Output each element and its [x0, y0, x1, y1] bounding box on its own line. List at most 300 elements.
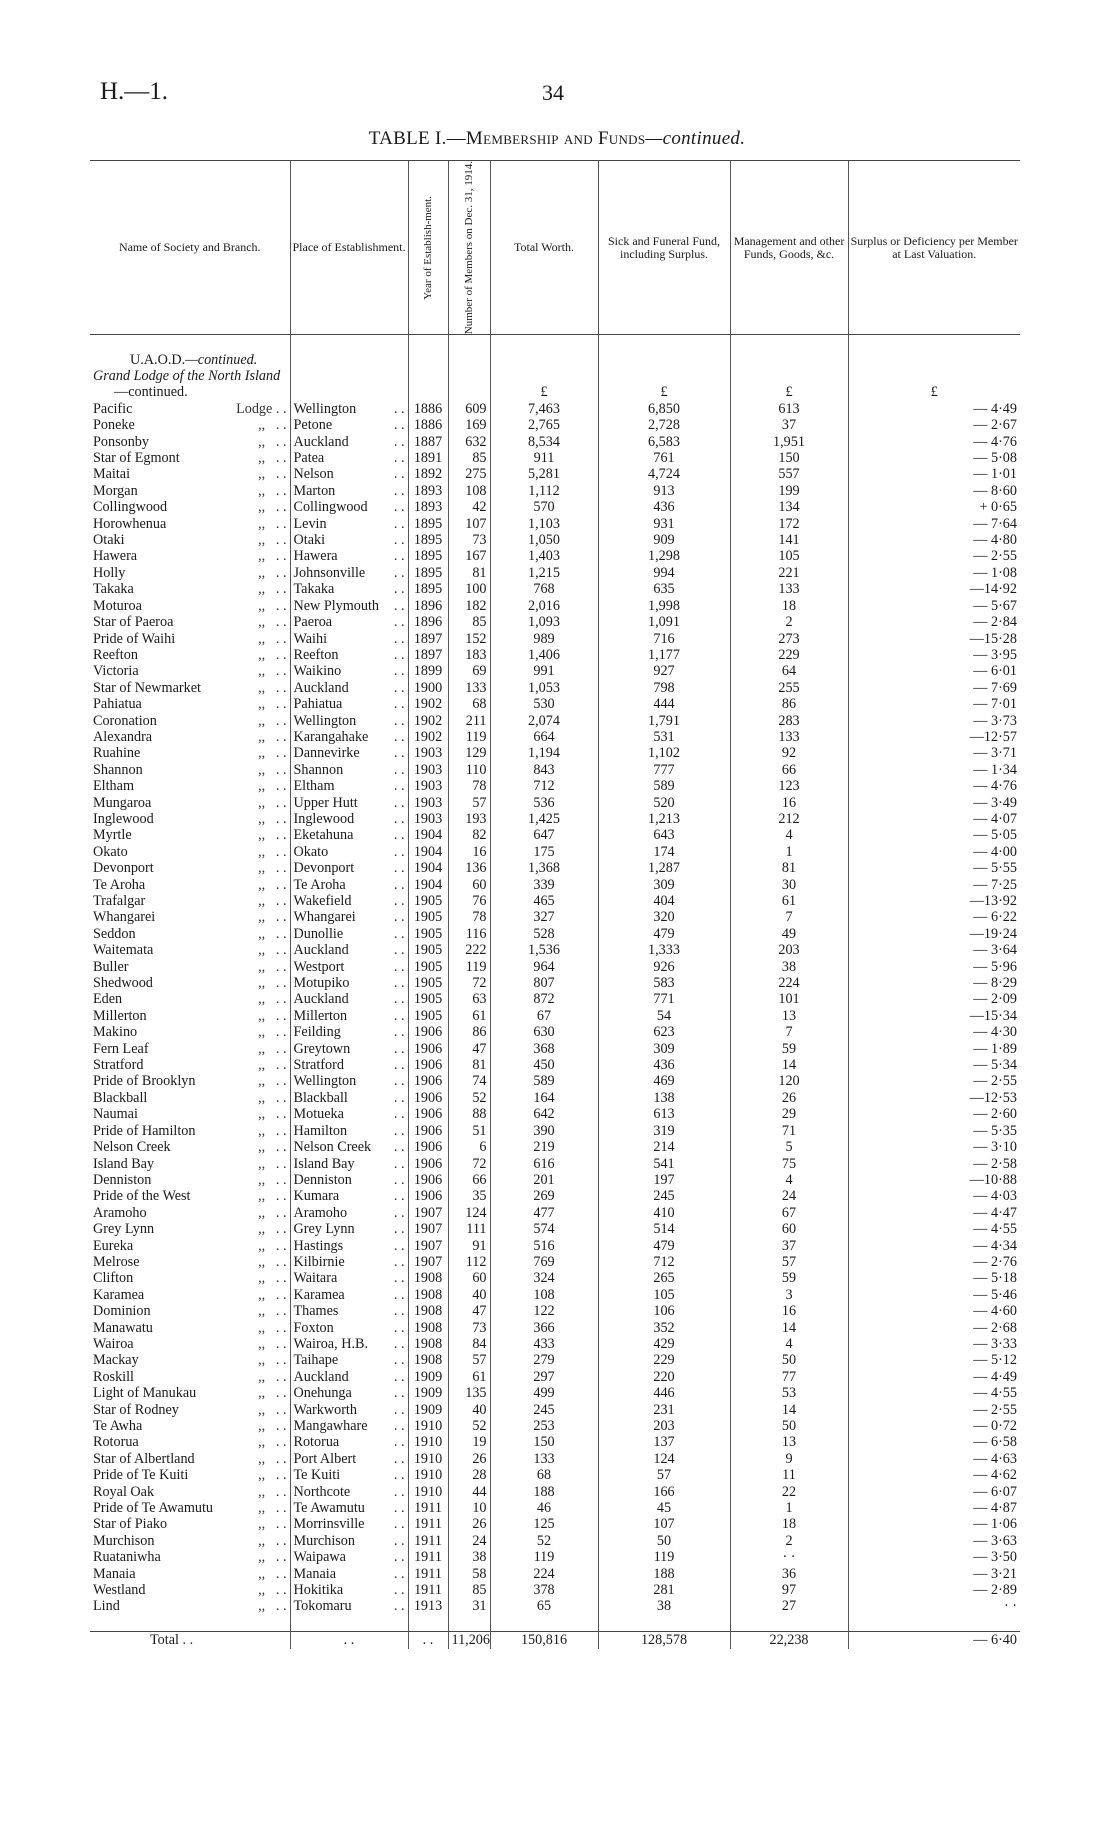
sick-fund-cell [598, 893, 730, 909]
dots: . . [275, 1467, 287, 1484]
place: Waikino [293, 663, 342, 680]
surplus-cell [848, 1156, 1020, 1172]
mgmt-fund: 1 [785, 843, 793, 860]
members: 110 [465, 761, 487, 778]
branch-name: Waitemata [93, 942, 154, 959]
surplus-cell [848, 1500, 1020, 1516]
sick-fund: 6,583 [648, 433, 680, 450]
ditto: ,, [258, 761, 266, 778]
place-cell [290, 1188, 408, 1204]
total-sick: 128,578 [598, 1632, 730, 1649]
branch-name: Murchison [93, 1532, 155, 1549]
members: 182 [465, 597, 487, 614]
branch-name-cell [90, 401, 290, 417]
place-cell [290, 1156, 408, 1172]
place-dots: . . [393, 1483, 405, 1500]
mgmt-fund-cell [730, 1188, 848, 1204]
ditto: ,, [258, 1286, 266, 1303]
column-header-row [90, 161, 1020, 335]
year: 1911 [414, 1532, 442, 1549]
surplus-cell [848, 1484, 1020, 1500]
total-worth: 477 [533, 1204, 555, 1221]
sick-fund-cell [598, 975, 730, 991]
mgmt-fund: 50 [781, 1418, 797, 1435]
place: Waipawa [293, 1549, 346, 1566]
mgmt-fund: 67 [781, 1204, 797, 1221]
branch-name-cell [90, 1582, 290, 1598]
surplus-cell [848, 581, 1020, 597]
branch-name: Dominion [93, 1303, 151, 1320]
ditto: ,, [258, 515, 266, 532]
place-dots: . . [393, 1582, 405, 1599]
total-worth: 616 [533, 1155, 555, 1172]
place: Island Bay [293, 1155, 355, 1172]
year: 1906 [413, 1024, 443, 1041]
year-cell [408, 1057, 448, 1073]
table-row [90, 827, 1020, 843]
dots: . . [275, 1598, 287, 1615]
sick-fund-cell [598, 647, 730, 663]
mgmt-fund: 13 [781, 1434, 797, 1451]
sick-fund-cell [598, 1402, 730, 1418]
sick-fund: 623 [653, 1024, 675, 1041]
place-dots: . . [393, 1434, 405, 1451]
mgmt-fund: 14 [781, 1401, 797, 1418]
ditto: ,, [258, 1139, 266, 1156]
place-cell [290, 1106, 408, 1122]
members-cell [448, 827, 490, 843]
ditto: ,, [258, 417, 266, 434]
members: 72 [472, 975, 487, 992]
place: Hastings [293, 1237, 344, 1254]
total-worth-cell [490, 975, 598, 991]
year: 1895 [413, 532, 443, 549]
branch-name: Reefton [93, 646, 138, 663]
year: 1906 [413, 1122, 443, 1139]
surplus: — 6·01 [973, 663, 1017, 680]
branch-name: Eltham [93, 778, 134, 795]
place-dots: . . [393, 1007, 405, 1024]
surplus-cell [848, 713, 1020, 729]
members: 73 [472, 532, 487, 549]
place-cell [290, 1549, 408, 1565]
members: 61 [472, 1368, 487, 1385]
table-row [90, 1073, 1020, 1089]
dots: . . [275, 1057, 287, 1074]
place: Te Awamutu [293, 1500, 365, 1517]
total-worth-cell [490, 1451, 598, 1467]
members-cell [448, 663, 490, 679]
total-worth-cell [490, 1533, 598, 1549]
branch-name-cell [90, 1238, 290, 1254]
sick-fund: 38 [656, 1598, 672, 1615]
place-dots: . . [393, 1221, 405, 1238]
members-cell [448, 762, 490, 778]
year-cell [408, 1418, 448, 1434]
sick-fund: 446 [653, 1385, 675, 1402]
place: Wellington [293, 400, 357, 417]
year: 1903 [413, 794, 443, 811]
surplus-cell [848, 1287, 1020, 1303]
surplus: — 2·68 [973, 1319, 1017, 1336]
total-worth-cell [490, 1205, 598, 1221]
mgmt-fund-cell [730, 860, 848, 876]
branch-name-cell [90, 1057, 290, 1073]
total-worth: 68 [536, 1467, 552, 1484]
branch-name: Te Aroha [93, 876, 146, 893]
members: 129 [465, 745, 487, 762]
place-dots: . . [393, 1122, 405, 1139]
sick-fund-cell [598, 1024, 730, 1040]
dots: . . [275, 1155, 287, 1172]
total-worth: 150 [533, 1434, 555, 1451]
year-cell [408, 1090, 448, 1106]
members: 16 [472, 843, 487, 860]
total-worth-cell [490, 745, 598, 761]
year-cell [408, 663, 448, 679]
members: 86 [472, 1024, 487, 1041]
sick-fund-cell [598, 1500, 730, 1516]
ditto-mark [258, 713, 286, 729]
place-cell [290, 663, 408, 679]
year-cell [408, 1303, 448, 1319]
year-cell [408, 1533, 448, 1549]
branch-name-cell [90, 926, 290, 942]
sick-fund-cell [598, 1434, 730, 1450]
place-cell [290, 614, 408, 630]
mgmt-fund: 37 [781, 417, 797, 434]
year: 1893 [413, 482, 443, 499]
sick-fund: 429 [653, 1335, 675, 1352]
place: Motupiko [293, 975, 350, 992]
branch-name: Myrtle [93, 827, 132, 844]
place: Kilbirnie [293, 1253, 345, 1270]
ditto-mark [258, 844, 286, 860]
surplus: — 5·34 [973, 1057, 1017, 1074]
dots: . . [275, 581, 287, 598]
place: Auckland [293, 991, 349, 1008]
place-cell [290, 844, 408, 860]
mgmt-fund-cell [730, 516, 848, 532]
place: Collingwood [293, 499, 368, 516]
sick-fund: 909 [653, 532, 675, 549]
mgmt-fund: 172 [778, 515, 800, 532]
ditto-mark [258, 548, 286, 564]
total-worth: 647 [533, 827, 555, 844]
year-cell [408, 417, 448, 433]
branch-name: Ruahine [93, 745, 141, 762]
year-cell [408, 795, 448, 811]
place-cell [290, 417, 408, 433]
total-worth-cell [490, 1188, 598, 1204]
sick-fund-cell [598, 811, 730, 827]
total-worth: 574 [533, 1221, 555, 1238]
surplus: — 2·84 [973, 614, 1017, 631]
dots: . . [275, 1319, 287, 1336]
total-label [90, 1632, 290, 1649]
place-dots: . . [393, 417, 405, 434]
year: 1895 [413, 581, 443, 598]
branch-name: Pride of the West [93, 1188, 191, 1205]
sick-fund-cell [598, 713, 730, 729]
year-cell [408, 762, 448, 778]
total-worth: 1,425 [528, 810, 560, 827]
mgmt-fund-cell [730, 1598, 848, 1614]
ditto: ,, [258, 810, 266, 827]
sick-fund: 531 [653, 728, 675, 745]
sick-fund: 197 [653, 1171, 675, 1188]
ditto: ,, [258, 925, 266, 942]
total-worth-cell [490, 614, 598, 630]
branch-name: Pride of Te Awamutu [93, 1500, 213, 1517]
members-cell [448, 1451, 490, 1467]
place: Auckland [293, 942, 349, 959]
members: 136 [465, 860, 487, 877]
branch-name: Westland [93, 1582, 146, 1599]
sick-fund: 1,091 [648, 614, 680, 631]
total-worth-cell [490, 1500, 598, 1516]
members: 82 [472, 827, 487, 844]
mgmt-fund-cell [730, 696, 848, 712]
branch-name-cell [90, 827, 290, 843]
table-row [90, 516, 1020, 532]
year: 1908 [413, 1352, 443, 1369]
ditto: ,, [258, 1188, 266, 1205]
surplus-cell [848, 483, 1020, 499]
members-cell [448, 926, 490, 942]
place-dots: . . [393, 1335, 405, 1352]
members: 111 [466, 1221, 487, 1238]
place-cell [290, 401, 408, 417]
place-dots: . . [393, 679, 405, 696]
branch-name-cell [90, 1287, 290, 1303]
year: 1911 [414, 1582, 442, 1599]
sick-fund-cell [598, 1221, 730, 1237]
table-row [90, 532, 1020, 548]
surplus: — 4·49 [973, 1368, 1017, 1385]
surplus: — 2·60 [973, 1106, 1017, 1123]
branch-name-cell [90, 713, 290, 729]
branch-name: Nelson Creek [93, 1139, 171, 1156]
surplus-cell [848, 926, 1020, 942]
mgmt-fund-cell [730, 1434, 848, 1450]
members: 609 [465, 400, 487, 417]
total-worth: 516 [533, 1237, 555, 1254]
table-row [90, 959, 1020, 975]
surplus: — 1·89 [973, 1040, 1017, 1057]
members-cell [448, 581, 490, 597]
total-worth: 7,463 [528, 400, 560, 417]
table-row [90, 1418, 1020, 1434]
sick-fund-cell [598, 1598, 730, 1614]
sick-fund: 107 [653, 1516, 675, 1533]
branch-name: Lind [93, 1598, 120, 1615]
year-cell [408, 401, 448, 417]
ditto-mark [258, 1500, 286, 1516]
total-worth: 339 [533, 876, 555, 893]
total-worth-cell [490, 909, 598, 925]
members: 152 [465, 630, 487, 647]
year: 1910 [413, 1434, 443, 1451]
table-row [90, 877, 1020, 893]
dots: . . [275, 433, 287, 450]
year: 1895 [413, 548, 443, 565]
mgmt-fund: 53 [781, 1385, 797, 1402]
branch-name-cell [90, 1188, 290, 1204]
ditto: ,, [258, 1221, 266, 1238]
ditto: ,, [258, 581, 266, 598]
members-cell [448, 778, 490, 794]
year-cell [408, 499, 448, 515]
place-cell [290, 1451, 408, 1467]
surplus: —10·88 [969, 1171, 1017, 1188]
year: 1907 [413, 1204, 443, 1221]
surplus: — 6·58 [973, 1434, 1017, 1451]
table-row [90, 991, 1020, 1007]
year-cell [408, 909, 448, 925]
table-title [0, 128, 1114, 150]
sick-fund-cell [598, 729, 730, 745]
sick-fund-cell [598, 631, 730, 647]
members-cell [448, 1352, 490, 1368]
surplus-cell [848, 778, 1020, 794]
table-row [90, 1451, 1020, 1467]
dots: . . [275, 630, 287, 647]
branch-name: Manaia [93, 1565, 136, 1582]
year-cell [408, 1008, 448, 1024]
table-row [90, 729, 1020, 745]
surplus: — 4·80 [973, 532, 1017, 549]
sick-fund: 45 [656, 1500, 672, 1517]
ditto-mark [258, 795, 286, 811]
year-cell [408, 1270, 448, 1286]
dots: . . [275, 1106, 287, 1123]
branch-name: Royal Oak [93, 1483, 155, 1500]
place: Rotorua [293, 1434, 340, 1451]
ditto: ,, [258, 614, 266, 631]
year-cell [408, 565, 448, 581]
ditto: ,, [258, 679, 266, 696]
ditto-mark [258, 1336, 286, 1352]
sick-fund-cell [598, 598, 730, 614]
mgmt-fund-cell [730, 1024, 848, 1040]
place: Te Aroha [293, 876, 346, 893]
mgmt-fund: 61 [781, 893, 797, 910]
total-worth-cell [490, 1287, 598, 1303]
place-cell [290, 1139, 408, 1155]
place: Te Kuiti [293, 1467, 341, 1484]
sick-fund-cell [598, 1566, 730, 1582]
members-cell [448, 975, 490, 991]
surplus-cell [848, 1467, 1020, 1483]
place-cell [290, 1434, 408, 1450]
ditto: ,, [258, 1122, 266, 1139]
place-dots: . . [393, 515, 405, 532]
place-cell [290, 811, 408, 827]
members-cell [448, 1123, 490, 1139]
ditto-mark [258, 827, 286, 843]
year: 1908 [413, 1303, 443, 1320]
year: 1911 [414, 1565, 442, 1582]
total-worth-cell [490, 434, 598, 450]
ditto-mark [258, 1418, 286, 1434]
place: Eketahuna [293, 827, 354, 844]
branch-name-cell [90, 663, 290, 679]
place: Wellington [293, 712, 357, 729]
table-row [90, 1549, 1020, 1565]
total-worth-cell [490, 1041, 598, 1057]
surplus: — 8·60 [973, 482, 1017, 499]
branch-name-cell [90, 1041, 290, 1057]
members-cell [448, 991, 490, 1007]
year: 1906 [413, 1057, 443, 1074]
sick-fund: 352 [653, 1319, 675, 1336]
surplus: — 4·49 [973, 400, 1017, 417]
dots: . . [275, 1237, 287, 1254]
branch-name: Rotorua [93, 1434, 139, 1451]
sick-fund-cell [598, 401, 730, 417]
mgmt-fund-cell [730, 1418, 848, 1434]
year-cell [408, 844, 448, 860]
ditto: ,, [258, 843, 266, 860]
sick-fund: 2,728 [648, 417, 680, 434]
dots: . . [275, 1352, 287, 1369]
total-worth-cell [490, 926, 598, 942]
surplus: — 3·73 [973, 712, 1017, 729]
sick-fund-cell [598, 516, 730, 532]
table-row [90, 1303, 1020, 1319]
total-mgmt: 22,238 [730, 1632, 848, 1649]
members-cell [448, 942, 490, 958]
year-cell [408, 1434, 448, 1450]
surplus: — 1·01 [973, 466, 1017, 483]
mgmt-fund: 29 [781, 1106, 797, 1123]
year-cell [408, 614, 448, 630]
place-cell [290, 1090, 408, 1106]
surplus: — 7·69 [973, 679, 1017, 696]
total-worth: 133 [533, 1450, 555, 1467]
table-title-prefix: TABLE I.— [368, 128, 466, 149]
section-heading-row [90, 352, 1020, 368]
year-cell [408, 1156, 448, 1172]
place-dots: . . [393, 1385, 405, 1402]
sick-fund: 166 [653, 1483, 675, 1500]
place-cell [290, 1320, 408, 1336]
surplus: — 8·29 [973, 975, 1017, 992]
dots: . . [275, 696, 287, 713]
ditto: ,, [258, 1155, 266, 1172]
mgmt-fund-cell [730, 1073, 848, 1089]
sick-fund-cell [598, 1320, 730, 1336]
place: Waitara [293, 1270, 338, 1287]
sick-fund-cell [598, 1172, 730, 1188]
year-cell [408, 975, 448, 991]
surplus-cell [848, 1106, 1020, 1122]
sick-fund: 50 [656, 1532, 672, 1549]
sick-fund: 410 [653, 1204, 675, 1221]
year: 1910 [413, 1450, 443, 1467]
ditto-mark [258, 762, 286, 778]
ditto: ,, [258, 1057, 266, 1074]
surplus-cell [848, 466, 1020, 482]
total-worth: 1,103 [528, 515, 560, 532]
year: 1896 [413, 597, 443, 614]
ditto-mark [258, 860, 286, 876]
sick-fund: 1,213 [648, 810, 680, 827]
year-cell [408, 450, 448, 466]
members: 68 [472, 696, 487, 713]
members-cell [448, 1287, 490, 1303]
